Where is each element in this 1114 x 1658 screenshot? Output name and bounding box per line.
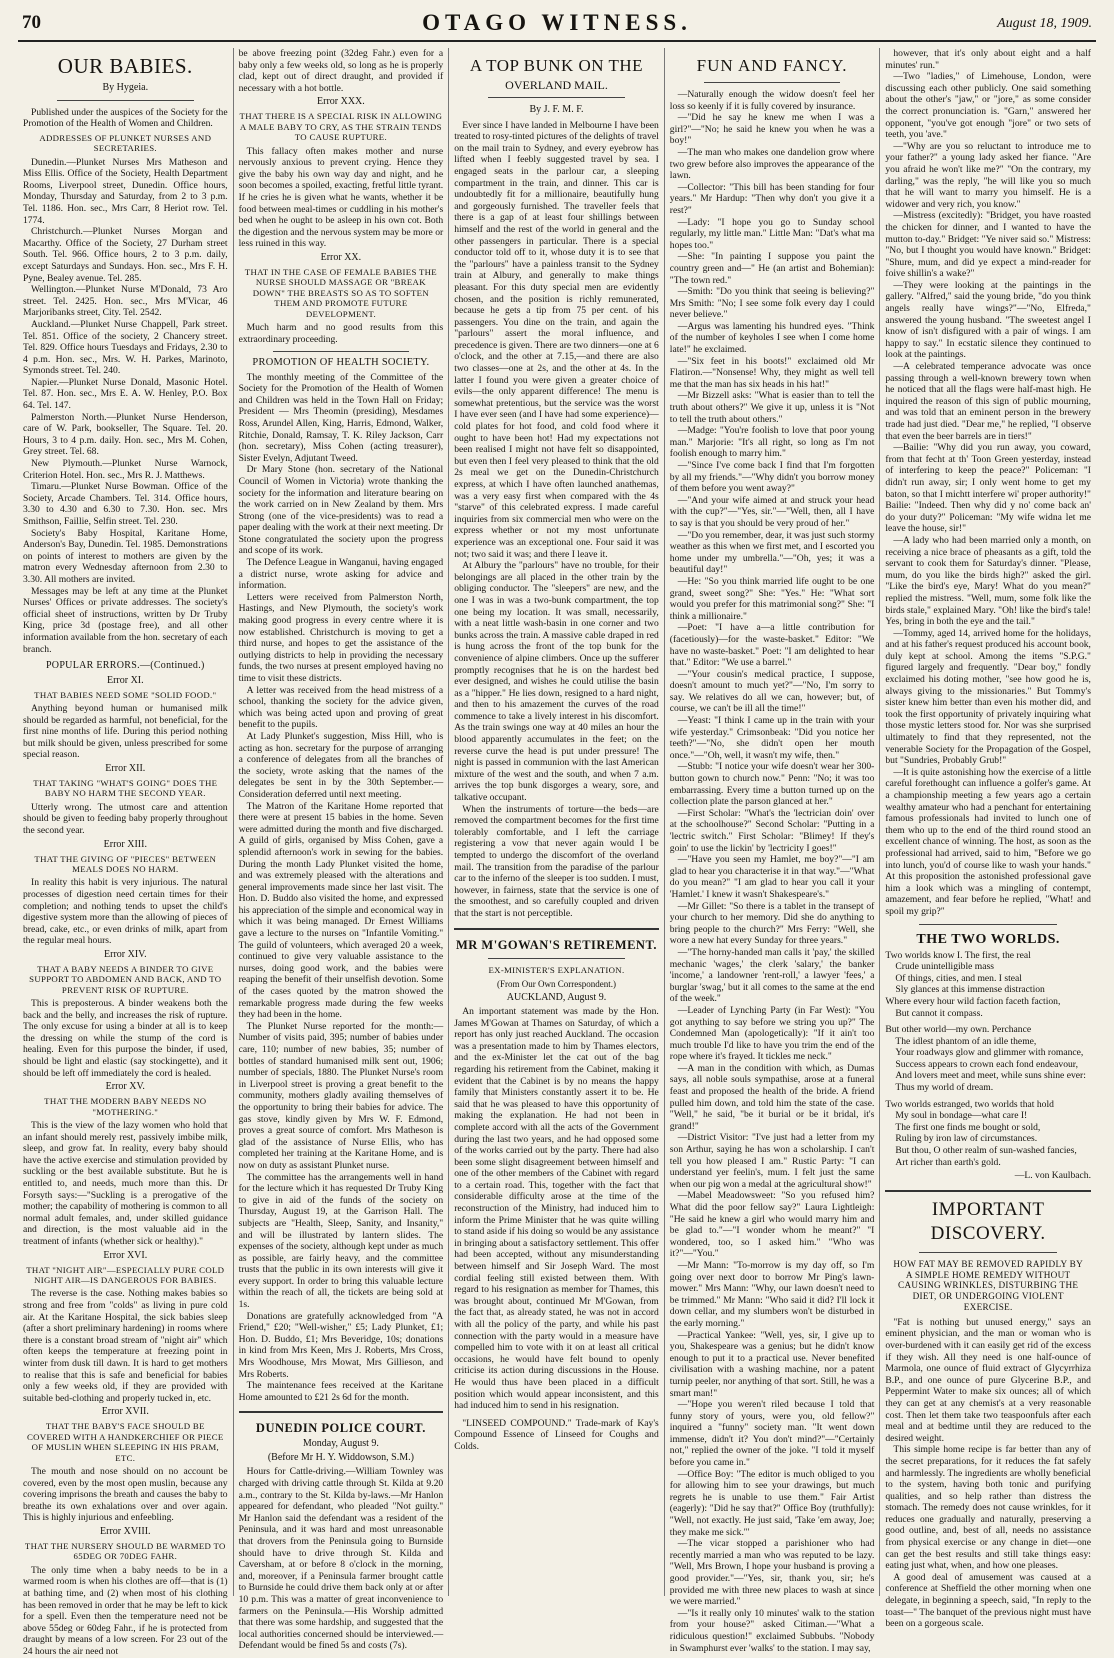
error-statement: THAT THE BABY'S FACE SHOULD BE COVERED WITH A HANDKERCHIEF OR PIECE OF MUSLIN WHEN SLEEPING IN HIS PRAM, ETC.	[26, 1421, 224, 1463]
joke-item: —Mr Mann: "To-morrow is my day off, so I'm going over next door to borrow Mr Ping's lawn-mower." Mrs Mann: "Why, our lawn doesn't need to be trimmed." Mr Mann: "Who said it did? I'll lock it down cellar, and my slumbers won't be disturbed in the early morning."	[669, 1259, 875, 1329]
joke-item: —"Hope you weren't riled because I told that funny story of yours, were you, old fellow?" inquired a "funny" society man. "It went down immense, didn't it? You don't mind?"—"Certainly not," replied the owner of the joke. "I told it myself before you came in."	[669, 1399, 875, 1469]
error-number: Error XVII.	[101, 1406, 149, 1418]
error-number: Error XII.	[105, 762, 146, 774]
article-paragraph: "Fat is nothing but unused energy," says an eminent physician, and the man or woman who is over-burdened with it can easily get rid of the excess if they wish. All they need is one half-ounce of Marmola, one ounce of fluid extract of Glycyrrhiza B.P., and one ounce of pure Glycerine B.P., and Peppermint Water to make six ounces; all of which they can get at any chemist's at a very reasonable cost. Then let them take two teaspoonfuls after each meal and at bedtime until they are reduced to the desired weight.	[885, 1316, 1091, 1444]
article-paragraph: The monthly meeting of the Committee of the Society for the Promotion of the Health of Women and Children was held in the Town Hall on Friday; President — Mrs Theomin (presiding), Mesdames Ross, Arundel Allen, King, Harris, Edmond, Walker, Ritchie, Donald, Ramsay, T. K. Riley Jackson, Carr (hon. secretary), Miss Cohen (acting treasurer), Sister Evelyn, Adjutant Tweed.	[238, 371, 444, 464]
divider	[919, 924, 1057, 925]
error-statement: THAT THERE IS A SPECIAL RISK IN ALLOWING A MALE BABY TO CRY, AS THE STRAIN TENDS TO CAUSE RUPTURE.	[239, 111, 443, 143]
error-explanation: The reverse is the case. Nothing makes babies so strong and free from "colds" as living in pure cold air. At the Karitane Hospital, the sick babies sleep (after a short preliminary hardening) in rooms where there is a constant broad stream of "night air" which often keeps the temperature at freezing point in winter from dusk till dawn. It is hard to get mothers to realise that this is safe and beneficial for babies only a few weeks old, if they are provided with suitable bed-clothing and properly tucked in, etc.	[23, 1288, 228, 1404]
two-worlds-heading: THE TWO WORLDS.	[916, 931, 1060, 947]
divider	[239, 1411, 444, 1413]
poem-line: Where every hour wild faction faceth faction,	[885, 995, 1061, 1007]
byline: By J. F. M. F.	[529, 104, 584, 115]
divider	[704, 82, 841, 83]
divider	[454, 928, 659, 930]
article-paragraph: The Matron of the Karitane Home reported that there were at present 15 babies in the home. Seven were admitted during the month and five discharged. A guild of girls, organised by Miss Cohen, gave a splendid afternoon's work in sewing for the babies. During the month Lady Plunket visited the home, and was extremely pleased with the alterations and general improvements made since her last visit. The Hon. D. Buddo also visited the home, and expressed his appreciation of the simple and economical way in which it was being managed. Dr Ernest Williams gave a lecture to the nurses on "Infantile Vomiting." The guild of volunteers, which averaged 20 a week, continued to give very valuable assistance to the nurses, doing good work, and the babies were reaping the benefit of their unselfish devotion. Some of the cases quoted by the matron showed the remarkable progress made during the few weeks they had been in the home.	[238, 800, 444, 1021]
joke-item: —Mr Gillet: "So there is a tablet in the transept of your church to her memory. Did she do anything to bring people to the church?" Mrs Ferry: "Well, she wore a new hat every Sunday for three years."	[669, 900, 875, 947]
poem-line: Success appears to crown each fond endeavour,	[895, 1058, 1078, 1070]
article-paragraph: The committee has the arrangements well in hand for the lecture which it has requested Dr Truby King to give in aid of the funds of the society on Thursday, August 19, at the Garrison Hall. The subjects are "Health, Sleep, Sanity, and Insanity," and will be illustrated by lantern slides. The expenses of the society, although kept under as much as possible, are fairly heavy, and the committee trusts that the public in its own interests will give it every support. In order to bring this valuable lecture within the reach of all, the tickets are being sold at 1s.	[238, 1171, 444, 1311]
police-court-heading: DUNEDIN POLICE COURT.	[255, 1421, 426, 1436]
error-number: Error XIV.	[104, 948, 147, 960]
divider	[885, 1190, 1091, 1192]
mgowan-heading: MR M'GOWAN'S RETIREMENT.	[455, 937, 657, 952]
errors-list	[23, 675, 228, 1658]
error-explanation: In reality this habit is very injurious. The natural processes of digestion need certain times for their completion; and nothing tends to upset the child's digestive system more than the allowing of pieces of bread, cake, etc., or even drinks of milk, apart from the regular meal hours.	[23, 877, 228, 947]
error-statement: THAT IN THE CASE OF FEMALE BABIES THE NURSE SHOULD MASSAGE OR "BREAK DOWN" THE BREASTS SO AS TO SOFTEN THEM AND PROMOTE FUTURE DEVELOPMENT.	[244, 266, 437, 319]
jokes-list-continued	[885, 48, 1091, 918]
article-paragraph: When the instruments of torture—the beds—are removed the compartment becomes for the first time tolerably comfortable, and I left the carriage registering a vow that never again would I be tempted to undergo the discomfort of the overland mail. The transition from the paradise of the parlour car to the inferno of the sleeper is too sudden. I must, however, in fairness, state that the service is one of the smoothest, and so carefully coupled and driven that the start is not perceptible.	[454, 803, 659, 919]
joke-item: —The vicar stopped a parishioner who had recently married a man who was reputed to be lazy. "Well, Mrs Brown, I hope your husband is proving a good provider."—"Yes, sir, thank you, sir; he's provided me with three new places to wash at since we were married."	[669, 1538, 875, 1608]
promotion-article	[239, 372, 444, 1404]
error-statement: THAT THE MODERN BABY NEEDS NO "MOTHERING."	[44, 1096, 207, 1117]
divider	[273, 351, 410, 352]
joke-item: —"And your wife aimed at and struck your head with the cup?"—"Yes, sir."—"Well, then, all I have to say is that you should be very proud of her."	[669, 494, 875, 529]
important-discovery-heading: IMPORTANT DISCOVERY.	[930, 1198, 1046, 1244]
masthead	[18, 10, 1096, 42]
article-paragraph: A letter was received from the head mistress of a school, thanking the society for the advice given, which was being acted upon and proving of great benefit to the pupils.	[238, 684, 444, 731]
columns	[18, 48, 1096, 1657]
article-paragraph: Ever since I have landed in Melbourne I have been treated to rosy-tinted pictures of the delights of travel on the mail train to Sydney, and every eyebrow has lifted when I feebly suggested travel by sea. I engaged seats in the parlour car, a sleeping compartment in the train, and dinner. This car is undoubtedly fit for a millionaire, beautifully hung and gorgeously furnished. The traveller feels that there is a gap of at least four shillings between himself and the rest of the world in general and the other passengers in particular. There is a special conductor told off to it, whose duty it is to see that the "parlours" have a painless transit to the Sydney train at Albury, and generally to make things pleasant. For this duty special men are evidently chosen, and the position is richly remunerated, because he gets a tip from 75 per cent. of his passengers. You dine on the train, and again the "parlours" assert the moral influence, and precedence is given. There are two dinners—one at 6 o'clock, and the other at 7.15,—and there are also two classes—one at 2s, and the other at 4s. In the latter I found you were given a greater choice of evils—the only apparent difference! The menu is somewhat pretentious, but the service was the worst I have ever seen (and I have had some experience)—cold plates for hot food, and cold food where it ought to have been hot! Had my expectations not been realised I might not have felt so disappointed, but even then I feel very pleased to think that the old 2s meal we get on the Dunedin-Christchurch express, at which I have often launched anathemas, was a very easy first when compared with the 4s "starve" of this celebrated express. I made careful inquiries from six commercial men who were on the express whether or not my most unfortunate experience was an exceptional one. Four said it was not; two said it was; and there I leave it.	[454, 119, 659, 560]
joke-item: —"Have you seen my Hamlet, me boy?"—"I am glad to hear you characterise it in that way."—"What do you mean?" "I am glad to hear you call it your 'Hamlet.' I knew it wasn't Shakespeare's."	[669, 854, 875, 900]
poem-line: Of things, cities, and men. I steal	[895, 972, 1022, 984]
column-1	[18, 48, 234, 1657]
joke-item: —"Do you remember, dear, it was just such stormy weather as this when we first met, and I escorted you home under my umbrella."—"Oh, yes; it was a beautiful day!"	[669, 529, 875, 576]
mgowan-text: An important statement was made by the Hon. James M'Gowan at Thames on Saturday, of which a report has only just reached Auckland. The occasion was a presentation made to him by Thames electors, and the ex-Minister let the cat out of the bag regarding his retirement from the Cabinet, making it evident that the Cabinet is by no means the happy family that Ministers constantly assert it to be. He said that he was pleased to have this opportunity of making the explanation. He had not been in complete accord with all the acts of the Government during the last two years, and he had opposed some of the works carried out by the party. There had also been some slight disagreement between himself and one of the other members of the Cabinet with regard to a certain road. This, together with the fact that considerable difficulty arose at the time of the reconstruction of the Ministry, had induced him to inform the Prime Minister that he was quite willing to stand aside if his doing so would be any assistance in bringing about a satisfactory settlement. This offer had been accepted, without any misunderstanding between himself and Sir Joseph Ward. The most cordial feeling still existed between them. With regard to his resignation as member for Thames, this was brought about, continued Mr M'Gowan, from the fact that, as already stated, he was not in accord with all the policy of the party, and while his past connection with the party would in a measure have compelled him to vote with it on at least all critical occasions, he would have felt bound to openly criticise its action during discussions in the House. He would thus have been placed in a difficult position which would appear inconsistent, and this had induced him to send in his resignation.	[454, 1005, 659, 1412]
popular-errors-heading: POPULAR ERRORS.—(Continued.)	[45, 660, 205, 672]
divider	[488, 958, 625, 959]
joke-item: —They were looking at the paintings in the gallery. "Alfred," said the young bride, "do you think angels really have wings?"—"No, Elfreda," answered the young husband. "The sweetest angel I know of isn't disfigured with a pair of wings. I am happy to say." In ecstatic silence they continued to look at the paintings.	[885, 279, 1091, 361]
error-statement: THAT BABIES NEED SOME "SOLID FOOD."	[34, 689, 217, 700]
top-bunk-article	[454, 120, 659, 920]
joke-item: —"Since I've come back I find that I'm forgotten by all my friends."—"Why didn't you borrow money of them before you went away?"	[669, 460, 875, 495]
address-entry: Messages may be left at any time at the Plunket Nurses' Offices or private addresses. The society's official sheet of instructions, written by Dr Truby King, price 3d (postage free), and all other information available from the hon. secretary of each branch.	[23, 585, 228, 655]
poem-line: Thus my world of dream.	[895, 1082, 994, 1094]
article-paragraph: A good deal of amusement was caused at a conference at Sheffield the other morning when one delegate, in beginning a speech, said, "In reply to the toast—" The banquet of the previous night must have been on a gorgeous scale.	[885, 1571, 1091, 1630]
joke-item: —"Did he say he knew me when I was a girl?"—"No; he said he knew you when he was a boy!"	[669, 112, 875, 147]
joke-item: —Tommy, aged 14, arrived home for the holidays, and at his father's request produced his account book, duly kept at school. Among the items "S.P.G." figured largely and frequently. "Dear boy," fondly exclaimed his doting mother, "see how good he is, always giving to the missionaries." But Tommy's sister knew him better than even his mother did, and took the first opportunity of privately inquiring what those mystic letters stood for. Nor was she surprised ultimately to find that they represented, not the venerable Society for the Propagation of the Gospel, but "Sundries, Probably Grub!"	[885, 627, 1091, 767]
error-number: Error XV.	[105, 1081, 145, 1093]
errors-list-continued	[239, 96, 444, 345]
error-number: Error XXX.	[317, 96, 365, 108]
continued-text: be above freezing point (32deg Fahr.) even for a baby only a few weeks old, so long as he is properly clad, kept out of direct draught, and provided if necessary with a hot bottle.	[238, 48, 444, 94]
joke-item: —The man who makes one dandelion grow where two grew before also improves the appearance of the lawn.	[669, 146, 875, 182]
correspondent-line: (From Our Own Correspondent.)	[496, 978, 616, 989]
error-explanation: The mouth and nose should on no account be covered, even by the most open muslin, because any covering imprisons the breath and causes the baby to breathe its own exhalations over and over again. This is highly injurious and enfeebling.	[23, 1465, 228, 1524]
top-bunk-heading: A TOP BUNK ON THE	[469, 56, 644, 75]
address-entry: Society's Baby Hospital, Karitane Home, Anderson's Bay, Dunedin. Tel. 1985. Demonstrations on points of interest to mothers are given by the matron every Wednesday afternoon from 2.30 to 3.30. All mothers are invited.	[23, 527, 228, 585]
address-entry: Christchurch.—Plunket Nurses Morgan and Macarthy. Office of the Society, 27 Durham street South. Tel. 966. Office hours, 2 to 3 p.m. daily, except Saturdays and Sundays. Hon. sec., Mrs F. H. Pyne, Bealey avenue. Tel. 285.	[23, 226, 228, 284]
page-number: 70	[22, 12, 41, 33]
joke-item: —Leader of Lynching Party (in Far West): "You got anything to say before we string you up?" The Condemned Man (apologetically): "If it ain't too much trouble I'd like to have you trim the end of the rope where it's frayed. It tickles me neck."	[669, 1004, 875, 1063]
joke-item: —Lady: "I hope you go to Sunday school regularly, my little man." Little Man: "Dat's what ma hopes too."	[669, 216, 875, 251]
error-explanation: Anything beyond human or humanised milk should be regarded as harmful, not beneficial, for the first nine months of life. During this period nothing but milk should be given, unless prescribed for some special reason.	[23, 702, 228, 761]
our-babies-heading: OUR BABIES.	[57, 54, 193, 78]
newspaper-title: OTAGO WITNESS.	[422, 10, 692, 35]
address-entry: New Plymouth.—Plunket Nurse Warnock, Criterion Hotel. Hon. sec., Mrs R. J. Matthews.	[23, 458, 228, 481]
joke-item: —First Scholar: "What's the 'lectrician doin' over at the schoolhouse?" Second Scholar: "Putting in a 'lectric switch." First Scholar: "Blimey! If they's goin' to use the lickin' by 'lectricity I goes!"	[669, 807, 875, 854]
joke-item: —"Six feet in his boots!" exclaimed old Mr Flatiron.—"Nonsense! Why, they might as well tell me that the man has six heads in his hat!"	[669, 355, 875, 390]
joke-item: —Office Boy: "The editor is much obliged to you for allowing him to see your drawings, but much regrets he is unable to use them." Fair Artist (eagerly): "Did he say that?" Office Boy (truthfully): "Well, not exactly. He just said, 'Take 'em away, Joe; they make me sick.'"	[669, 1468, 875, 1538]
divider	[57, 100, 194, 101]
error-number: Error XI.	[106, 674, 144, 686]
divider	[488, 97, 625, 98]
address-entry: Wellington.—Plunket Nurse M'Donald, 73 Aro street. Tel. 2425. Hon. sec., Mrs M'Vicar, 46 Marjoribanks street, City. Tel. 2542.	[23, 284, 228, 319]
joke-item: —Mr Bizzell asks: "What is easier than to tell the truth about others?" We give it up, unless it is "Not to tell the truth about others."	[669, 390, 875, 425]
article-paragraph: The Plunket Nurse reported for the month:—Number of visits paid, 395; number of babies under care, 110; number of new babies, 35; number of bottles of standard humanised milk sent out, 1906; number of specials, 1880. The Plunket Nurse's room in Liverpool street is proving a great benefit to the community, mothers gladly availing themselves of the opportunity to bring their babies for advice. The gas stove, kindly given by Mrs W. F. Edmond, proves a great source of comfort. Mrs Matheson is glad of the assistance of Nurse Ellis, who has completed her training at the Karitane Home, and is now on duty as assistant Plunket nurse.	[238, 1020, 444, 1171]
poem-line: Crude unintelligible mass	[895, 961, 994, 973]
fun-and-fancy-heading: FUN AND FANCY.	[696, 56, 848, 75]
error-explanation: This fallacy often makes mother and nurse nervously anxious to prevent crying. Hence they give the baby his own way day and night, and he soon becomes a spoiled, exacting, fretful little tyrant. If he cries he is given what he wants, whether it be food between meal-times or cuddling in his mother's bed when he ought to be asleep in his own cot. Both the digestion and the nervous system may be more or less ruined in this way.	[238, 145, 444, 250]
discovery-article	[885, 1317, 1091, 1630]
address-entry: Napier.—Plunket Nurse Donald, Masonic Hotel. Tel. 87. Hon. sec., Mrs E. A. W. Henley, P.O. Box 64. Tel. 147.	[23, 376, 228, 412]
joke-item: —Collector: "This bill has been standing for four years." Mr Hardup: "Then why don't you give it a rest?"	[669, 181, 875, 216]
joke-item: —A lady who had been married only a month, on receiving a nice brace of pheasants as a gift, told the servant to cook them for Saturday's dinner. "Please, mum, do you like the birds high?" asked the girl. "Like the bird's eye, Mary! What do you mean?" replied the mistress. "Well, mum, some folk like the birds stale," explained Mary. "Oh! like the bird's tale! Yes, bring in both the eye and the tail."	[885, 534, 1091, 628]
address-entry: Palmerston North.—Plunket Nurse Henderson, care of W. Park, bookseller, The Square. Tel. 20. Hours, 3 to 4 p.m. daily. Hon. sec., Mrs M. Cohen, Grey street. Tel. 68.	[23, 411, 228, 458]
poem-line: Two worlds estranged, two worlds that hold	[885, 1098, 1054, 1110]
error-statement: THAT TAKING "WHAT'S GOING" DOES THE BABY NO HARM THE SECOND YEAR.	[33, 777, 218, 799]
addresses-heading: ADDRESSES OF PLUNKET NURSES AND SECRETARIES.	[39, 132, 212, 154]
poem-line: Art richer than earth's gold.	[895, 1156, 1001, 1168]
column-4	[665, 48, 881, 1654]
joke-item: —Stubb: "I notice your wife doesn't wear her 300-button gown to church now." Penn: "No; it was too embarrassing. Every time a button turned up on the collection plate the parson glanced at her."	[669, 761, 875, 808]
joke-item: —Mistress (excitedly): "Bridget, you have roasted the chicken for dinner, and I wanted to have the mutton to-day." Bridget: "Ye niver said so." Mistress: "No, but I thought you would have known." Bridget: "Shure, mum, and did ye expect a mind-reader for foive shillin's a wake?"	[885, 210, 1091, 280]
error-explanation: The only time when a baby needs to be in a warmed room is when his clothes are off—that is (1) at bathing time, and (2) when most of his clothing has been removed in order that he may be left to kick for a spell. Even then the temperature need not be above 55deg or 60deg Fahr., if he is protected from draught by means of a low screen. For 23 out of the 24 hours the air need not	[23, 1564, 228, 1657]
column-2	[234, 48, 450, 1652]
joke-item: however, that it's only about eight and a half minutes' run."	[885, 48, 1091, 71]
joke-item: —A celebrated temperance advocate was once passing through a well-known brewery town when he noticed that all the flags were half-mast high. He inquired the reason of this sign of public mourning, and was told that an eminent person in the brewery trade had just died. "Dear me," he replied, "I observe that even the beer barrels are in tiers!"	[885, 361, 1091, 442]
joke-item: —Smith: "Do you think that seeing is believing?" Mrs Smith: "No; I see some folk every day I could never believe."	[669, 286, 875, 321]
article-paragraph: Letters were received from Palmerston North, Hastings, and New Plymouth, the society's work making good progress in every centre where it is now established. Christchurch is moving to get a third nurse, and hopes to get the assistance of the outlying districts to help in providing the necessary funds, the two nurses at present employed having no time to visit these districts.	[238, 591, 444, 684]
discovery-deck: HOW FAT MAY BE REMOVED RAPIDLY BY A SIMPLE HOME REMEDY WITHOUT CAUSING WRINKLES, DISTURBING THE DIET, OR UNDERGOING VIOLENT EXERCISE.	[893, 1258, 1084, 1312]
court-bench: (Before Mr H. Y. Widdowson, S.M.)	[267, 1452, 414, 1464]
joke-item: —Naturally enough the widow doesn't feel her loss so keenly if it is fully covered by insurance.	[669, 89, 875, 112]
mgowan-subheading: EX-MINISTER'S EXPLANATION.	[488, 964, 625, 975]
poem-line: The first one finds me bought or sold,	[895, 1121, 1041, 1133]
promotion-heading: PROMOTION OF HEALTH SOCIETY.	[252, 357, 430, 369]
column-5	[880, 48, 1096, 1630]
intro-text: Published under the auspices of the Society for the Promotion of the Health of Women and Children.	[23, 106, 228, 130]
joke-item: —"Why are you so reluctant to introduce me to your father?" a young lady asked her fiance. "Are you afraid he won't like me?" "On the contrary, my darling," was the reply, "he will like you so much that he will want to marry you himself. He is a widower and very rich, you know."	[885, 140, 1091, 210]
joke-item: —"The horny-handed man calls it 'pay,' the skilled mechanic 'wages,' the clerk 'salary,' the banker 'income,' a landowner 'rent-roll,' a lawyer 'fees,' a burglar 'swag,' but it all comes to the same at the end of the week."	[669, 946, 875, 1005]
joke-item: —"Your cousin's medical practice, I suppose, doesn't amount to much yet?"—"No, I'm sorry to say. We relatives do all we can, however; but, of course, we can't be ill all the time!"	[669, 668, 875, 715]
article-paragraph: Donations are gratefully acknowledged from "A Friend," £20; "Well-wisher," £5; Lady Plunket, £1; Hon. D. Buddo, £1; Mrs Beveridge, 10s; donations in kind from Mrs Keen, Mrs J. Roberts, Mrs Cross, Mrs Woodhouse, Mrs Mowat, Mrs Gillieson, and Mrs Roberts.	[238, 1310, 444, 1380]
joke-item: —Madge: "You're foolish to love that poor young man." Marjorie: "It's all right, so long as I'm not foolish enough to marry him."	[669, 425, 875, 460]
error-explanation: This is the view of the lazy women who hold that an infant should merely rest, passively imbibe milk, sleep, and grow fat. In reality, every baby should have the active exercise and stimulation provided by suckling or the best available substitute. But he is entitled to, and needs, much more than this. Dr Forsyth says:—"Suckling is a prerogative of the mother; the capability of mothering is common to all normal adult females, and, under skilled guidance and direction, is the most valuable aid in the treatment of infants (whether sick or healthy)."	[23, 1120, 228, 1247]
error-explanation: Much harm and no good results from this extraordinary proceeding.	[238, 321, 444, 345]
poem-line: And lovers meet and meet, while suns shine ever:	[895, 1070, 1086, 1082]
joke-item: —Argus was lamenting his hundred eyes. "Think of the number of keyholes I see when I come home late!" he exclaimed.	[669, 320, 875, 356]
joke-item: —Poet: "I have a—a little contribution for (facetiously)—for the waste-basket." Editor: "We have no waste-basket." Poet: "I am delighted to hear that." Editor: "We use a barrel."	[669, 622, 875, 669]
poem-line: The idlest phantom of an idle theme,	[895, 1035, 1037, 1047]
addresses-list	[23, 157, 228, 656]
poem-line: Two worlds know I. The first, the real	[885, 949, 1031, 961]
error-explanation: Utterly wrong. The utmost care and attention should be given to feeding baby properly throughout the second year.	[23, 801, 228, 836]
joke-item: —Bailie: "Why did you run away, you coward, from that fecht at th' Toon Green yesterday, instead of interfering to keep the peace?" Policeman: "I didn't run away, sir; I only went home to get my baton, so that I michtt interfere wi' proper authority!" Bailie: "Indeed. Then why did y no' come back an' do your duty?" Policeman: "My wife widna let me leave the house, sir!"	[885, 442, 1091, 535]
byline: By Hygeia.	[102, 82, 149, 93]
error-statement: THAT THE GIVING OF "PIECES" BETWEEN MEALS DOES NO HARM.	[34, 853, 217, 874]
error-statement: THAT "NIGHT AIR"—ESPECIALLY PURE COLD NIGHT AIR—IS DANGEROUS FOR BABIES.	[26, 1264, 225, 1285]
joke-item: —Mabel Meadowsweet: "So you refused him? What did the poor fellow say?" Laura Lightleigh: "He said he knew a girl who would marry him and be glad to."—"I wonder whom he meant?" "I wondered, too, so I asked him." "Who was it?"—"You."	[669, 1190, 875, 1260]
poem-line: But other world—my own. Perchance	[885, 1024, 1032, 1036]
court-date: Monday, August 9.	[302, 1438, 379, 1450]
poem-line: Ruling by iron law of circumstances.	[895, 1133, 1038, 1145]
poem-line: But thou, O other realm of sun-washed fancies,	[895, 1145, 1077, 1157]
joke-item: —She: "In painting I suppose you paint the country green and—" He (an artist and Bohemian): "The town red."	[669, 251, 875, 286]
article-paragraph: Dr Mary Stone (hon. secretary of the National Council of Women in Victoria) wrote thanking the society for the information and literature bearing on the work carried on in New Zealand by them. Mrs Strong (one of the vice-presidents) was to read a paper dealing with the work at their next meeting. Dr Stone congratulated the society upon the progress and scope of its work.	[238, 464, 444, 557]
error-statement: THAT A BABY NEEDS A BINDER TO GIVE SUPPORT TO ABDOMEN AND BACK, AND TO PREVENT RISK OF RUPTURE.	[29, 963, 222, 995]
joke-item: —District Visitor: "I've just had a letter from my son Arthur, saying he has won a scholarship. I can't tell you how pleased I am." Rustic Party: "I can understand yer feelin's, mum. I felt just the same when our pig won a medal at the agricultural show!"	[669, 1132, 875, 1190]
jokes-list	[670, 89, 875, 1654]
error-number: Error XVIII.	[100, 1525, 151, 1537]
joke-item: —Yeast: "I think I came up in the train with your wife yesterday." Crimsonbeak: "Did you notice her teeth?"—"No, she didn't open her mouth once."—"Oh, well, it wasn't my wife, then."	[669, 715, 875, 761]
article-paragraph: The maintenance fees received at the Karitane Home amounted to £21 2s 6d for the month.	[238, 1380, 444, 1403]
joke-item: —He: "So you think married life ought to be one grand, sweet song?" She: "Yes." He: "What sort would you prefer for this matrimonial song?" She: "I think a millionaire."	[669, 575, 875, 622]
linseed-advert: "LINSEED COMPOUND." Trade-mark of Kay's Compound Essence of Linseed for Coughs and Colds.	[454, 1417, 659, 1452]
joke-item: —A man in the condition with which, as Dumas says, all noble souls sympathise, arose at a funeral feast and proposed the health of the bride. A friend pulled him down, and told him the state of the case. "Well," he said, "be it burial or be it bridal, it's grand!"	[669, 1062, 875, 1132]
poem-line: Your roadways glow and glimmer with romance,	[895, 1047, 1084, 1059]
article-paragraph: This simple home recipe is far better than any of the secret preparations, for it reduces the fat safely and harmlessly. The ingredients are wholly beneficial to the system, having both tonic and purifying qualities, and so help rather than distress the stomach. The remedy does not cause wrinkles, for it reduces one gradually and naturally, preserving a good outline, and, best of all, needs no assistance from physical exercise or any change in diet—one can get the best results and still take things easy: eating just what, when, and how one pleases.	[885, 1444, 1091, 1572]
court-text: Hours for Cattle-driving.—William Townley was charged with driving cattle through St. Kilda at 9.20 a.m., contrary to the St. Kilda by-laws.—Mr Hanlon appeared for defendant, who pleaded "Not guilty." Mr Hanlon said the defendant was a resident of the Peninsula, and it was hard and most unreasonable that drovers from the Peninsula going to Burnside should have to drive through St. Kilda and Caversham, at or before 8 o'clock in the morning, and, moreover, if a Peninsula farmer brought cattle to Burnside he could drive them back only at or after 10 p.m. This was a matter of great inconvenience to farmers on the Peninsula.—His Worship admitted that there was some hardship, and suggested that the local authorities concerned should be interviewed.—Defendant would be fined 5s and costs (7s).	[238, 1466, 444, 1652]
error-statement: THAT THE NURSERY SHOULD BE WARMED TO 65DEG OR 70DEG FAHR.	[24, 1540, 226, 1562]
poem-signature: —L. von Kaulbach.	[1014, 1170, 1091, 1182]
joke-item: —It is quite astonishing how the exercise of a little careful forethought can influence a golfer's game. At a championship meeting a few years ago a certain wealthy amateur who had a penchant for entertaining famous professionals had invited to lunch one of them who up to the end of the third round stood an excellent chance of winning. The host, as soon as the professional had arrived, said to him, "Before we go into lunch, you'd of course like to wash your hands." At this proposition the astonished professional gave him a look which was a mingling of contempt, amazement, and fear before he replied, "What! and spoil my grip?"	[885, 766, 1091, 917]
error-number: Error XIII.	[103, 838, 147, 850]
poem-line: But cannot it compass.	[895, 1007, 983, 1019]
article-paragraph: At Albury the "parlours" have no trouble, for their belongings are all placed in the other train by the obliging conductor. The "sleepers" are new, and the one I was in was a two-bunk compartment, the top one being my location. It was small, necessarily, with a neat little wash-basin in one corner and two bunks across the train. A massive cable draped in red is hung across the front of the top bunk for the convenience of alpine climbers. Once up the sufferer promptly recognises that he is on the hardest bed ever designed, and wishes he could utilise the basin as a "hipper." He lies down, resigned to a hard night, and then to his amazement the curves of the road commence to take a lively interest in his discomfort. As the train swings one way at 40 miles an hour the blood apparently accumulates in the feet; on the reverse curve the head is put under pressure! The night is passed in communion with the last American mixture of the west and the south, and when 7 a.m. arrives the top bunk disgorges a weary, sore, and talkative occupant.	[454, 560, 659, 804]
joke-item: —"Is it really only 10 minutes' walk to the station from your house?" asked Citiman.—"What a ridiculous question!" exclaimed Subbubs. "Nobody in Swamphurst ever 'walks' to the station. I may say,	[669, 1607, 875, 1654]
top-bunk-subheading: OVERLAND MAIL.	[505, 78, 608, 92]
issue-date: August 18, 1909.	[997, 16, 1092, 31]
article-paragraph: The Defence League in Wanganui, having engaged a district nurse, wrote asking for advice and information.	[238, 557, 444, 592]
article-paragraph: At Lady Plunket's suggestion, Miss Hill, who is acting as hon. secretary for the purpose of arranging a conference of delegates from all the branches of the society, wrote asking that the names of the delegates be sent in by the 30th September.—Consideration deferred until next meeting.	[238, 730, 444, 800]
error-number: Error XX.	[320, 251, 362, 263]
poem-line: Sly glances at this immense distraction	[895, 984, 1045, 996]
two-worlds-poem	[885, 950, 1091, 1169]
error-number: Error XVI.	[103, 1249, 148, 1261]
address-entry: Timaru.—Plunket Nurse Bowman. Office of the Society, Arcade Chambers. Tel. 314. Office hours, 3.30 to 4.30 and 6.30 to 7.30. Hon. sec. Mrs Smithson, Faillie, Selfin street. Tel. 230.	[23, 481, 228, 527]
error-explanation: This is preposterous. A binder weakens both the back and the belly, and increases the risk of rupture. The only excuse for using a binder at all is to keep the dressing on while the stump of the cord is healing. Even for this purpose the binder, if used, should be light and elastic (say stockingette), and it should be left off immediately the cord is healed.	[23, 998, 228, 1079]
column-3	[449, 48, 665, 1596]
poem-line: My soul in bondage—what care I!	[895, 1110, 1028, 1122]
joke-item: —Two "ladies," of Limehouse, London, were discussing each other publicly. One said something about the other's "jaw," or "jore," as some consider the correct pronunciation is. "Garn," answered her opponent, "you've got enough "jore" or two sets of teeth, you 'ave."	[885, 71, 1091, 141]
joke-item: —Practical Yankee: "Well, yes, sir, I give up to you, Shakespeare was a genius; but he didn't know enough to put it to a practical use. Never benefited civilisation with a washing machine, nor a patent turnip peeler, nor anything of that sort. Still, he was a smart man!"	[669, 1329, 875, 1399]
divider	[919, 1252, 1057, 1253]
dateline: AUCKLAND, August 9.	[506, 991, 607, 1003]
address-entry: Auckland.—Plunket Nurse Chappell, Park street. Tel. 851. Office of the society, 2 Chancery street. Tel. 829. Office hours Tuesdays and Fridays, 2.30 to 4 p.m. Hon. sec., Mrs. W. H. Parkes, Marinoto, Symonds street. Tel. 240.	[23, 318, 228, 377]
address-entry: Dunedin.—Plunket Nurses Mrs Matheson and Miss Ellis. Office of the Society, Health Department Rooms, Liverpool street, Dunedin. Office hours, Monday, Thursday and Saturday, from 2 to 3 p.m. Tel. 1186. Hon. sec., Mrs Carr, 8 Heriot row. Tel. 1774.	[23, 156, 228, 226]
